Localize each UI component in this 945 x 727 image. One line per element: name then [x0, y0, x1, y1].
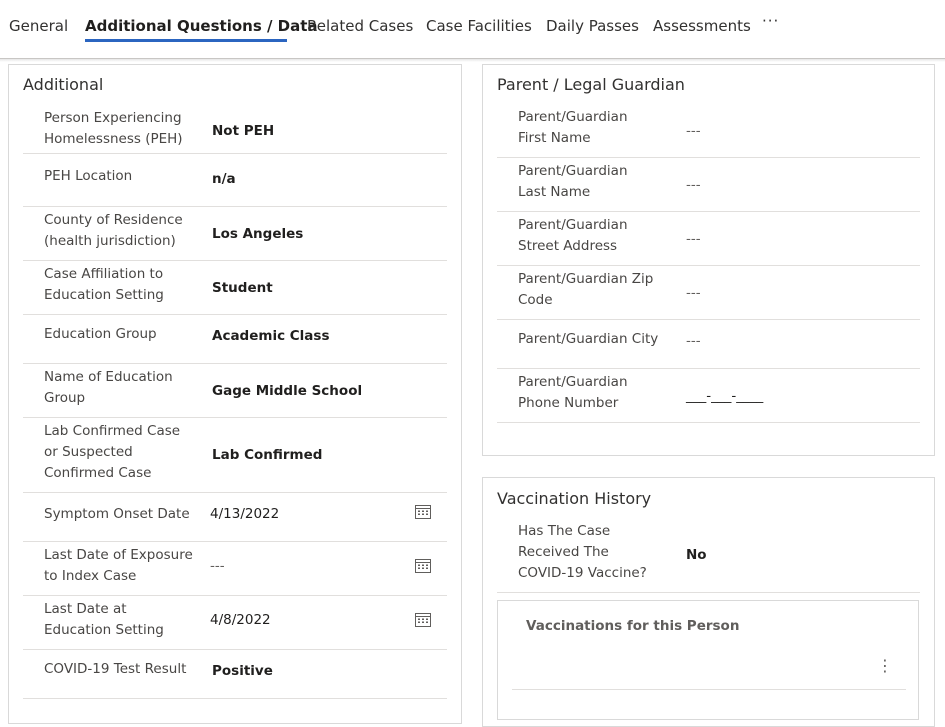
field-value-guardian-city[interactable]: --- [686, 333, 701, 349]
guardian-section-title: Parent / Legal Guardian [497, 75, 685, 94]
field-label: Lab Confirmed Case or Suspected Confirmed Case [44, 423, 181, 481]
field-value-covid-vaccine[interactable]: No [686, 547, 707, 563]
field-label: Education Group [44, 326, 157, 342]
field-row-test-result [23, 650, 447, 699]
tab-bar-shadow [0, 59, 945, 62]
field-label: Parent/Guardian First Name [518, 109, 628, 146]
field-label: Person Experiencing Homelessness (PEH) [44, 110, 183, 147]
field-row-guardian-zip [497, 266, 920, 320]
tab-case-facilities[interactable]: Case Facilities [426, 17, 532, 35]
field-row-guardian-city [497, 320, 920, 369]
calendar-icon[interactable] [415, 558, 431, 573]
field-label: Parent/Guardian Last Name [518, 163, 628, 200]
field-value-symptom-onset[interactable]: 4/13/2022 [210, 506, 280, 522]
tab-daily-passes[interactable]: Daily Passes [546, 17, 639, 35]
calendar-icon[interactable] [415, 504, 431, 519]
field-value-test-result[interactable]: Positive [212, 663, 273, 679]
field-value-guardian-phone[interactable]: ___-___-____ [686, 388, 764, 404]
field-row-guardian-first-name [497, 104, 920, 158]
field-value-county[interactable]: Los Angeles [212, 226, 304, 242]
more-tabs-icon[interactable]: ··· [762, 12, 780, 30]
calendar-icon[interactable] [415, 612, 431, 627]
subgrid-divider [512, 689, 906, 690]
field-row-education-group-name [23, 364, 447, 418]
field-label: COVID-19 Test Result [44, 661, 187, 677]
tab-general[interactable]: General [9, 17, 69, 35]
field-label: Parent/Guardian City [518, 331, 659, 347]
field-row-guardian-street [497, 212, 920, 266]
field-value-guardian-zip[interactable]: --- [686, 285, 701, 301]
field-label: Parent/Guardian Street Address [518, 217, 628, 254]
field-value-last-exposure[interactable]: --- [210, 558, 225, 574]
field-label: Symptom Onset Date [44, 506, 190, 522]
field-value-guardian-last-name[interactable]: --- [686, 177, 701, 193]
field-row-lab-confirmed [23, 418, 447, 493]
tab-assessments[interactable]: Assessments [653, 17, 751, 35]
field-label: Parent/Guardian Zip Code [518, 271, 654, 308]
field-value-education-group-name[interactable]: Gage Middle School [212, 383, 363, 399]
additional-section-title: Additional [23, 75, 104, 94]
field-label: Last Date of Exposure to Index Case [44, 547, 193, 584]
field-value-education-group[interactable]: Academic Class [212, 328, 330, 344]
field-label: Parent/Guardian Phone Number [518, 374, 628, 411]
field-label: Case Affiliation to Education Setting [44, 266, 164, 303]
field-label: PEH Location [44, 168, 133, 184]
field-row-last-date-education [23, 596, 447, 650]
field-row-case-affiliation [23, 261, 447, 315]
field-row-last-exposure [23, 542, 447, 596]
field-value-guardian-first-name[interactable]: --- [686, 123, 701, 139]
field-row-guardian-phone [497, 369, 920, 423]
field-row-education-group [23, 315, 447, 364]
field-value-lab-confirmed[interactable]: Lab Confirmed [212, 447, 323, 463]
field-value-peh[interactable]: Not PEH [212, 123, 275, 139]
field-value-peh-location[interactable]: n/a [212, 171, 236, 187]
vaccination-section-title: Vaccination History [497, 489, 652, 508]
field-row-peh [23, 104, 447, 154]
form-tab-bar [0, 0, 945, 58]
field-row-county [23, 207, 447, 261]
field-value-guardian-street[interactable]: --- [686, 231, 701, 247]
field-row-covid-vaccine [497, 518, 920, 593]
more-vertical-icon[interactable]: ⋮ [877, 656, 893, 675]
active-tab-indicator [85, 39, 287, 42]
field-label: Name of Education Group [44, 369, 173, 406]
field-value-case-affiliation[interactable]: Student [212, 280, 273, 296]
field-label: County of Residence (health jurisdiction) [44, 212, 183, 249]
vaccinations-subgrid [497, 600, 919, 720]
field-value-last-date-education[interactable]: 4/8/2022 [210, 612, 271, 628]
field-label: Last Date at Education Setting [44, 601, 164, 638]
field-row-symptom-onset [23, 493, 447, 542]
field-row-peh-location [23, 154, 447, 207]
field-row-guardian-last-name [497, 158, 920, 212]
subgrid-title: Vaccinations for this Person [526, 618, 740, 634]
field-label: Has The Case Received The COVID-19 Vaccine? [518, 523, 647, 581]
tab-related-cases[interactable]: Related Cases [307, 17, 414, 35]
tab-additional-questions-data[interactable]: Additional Questions / Data [85, 17, 318, 35]
